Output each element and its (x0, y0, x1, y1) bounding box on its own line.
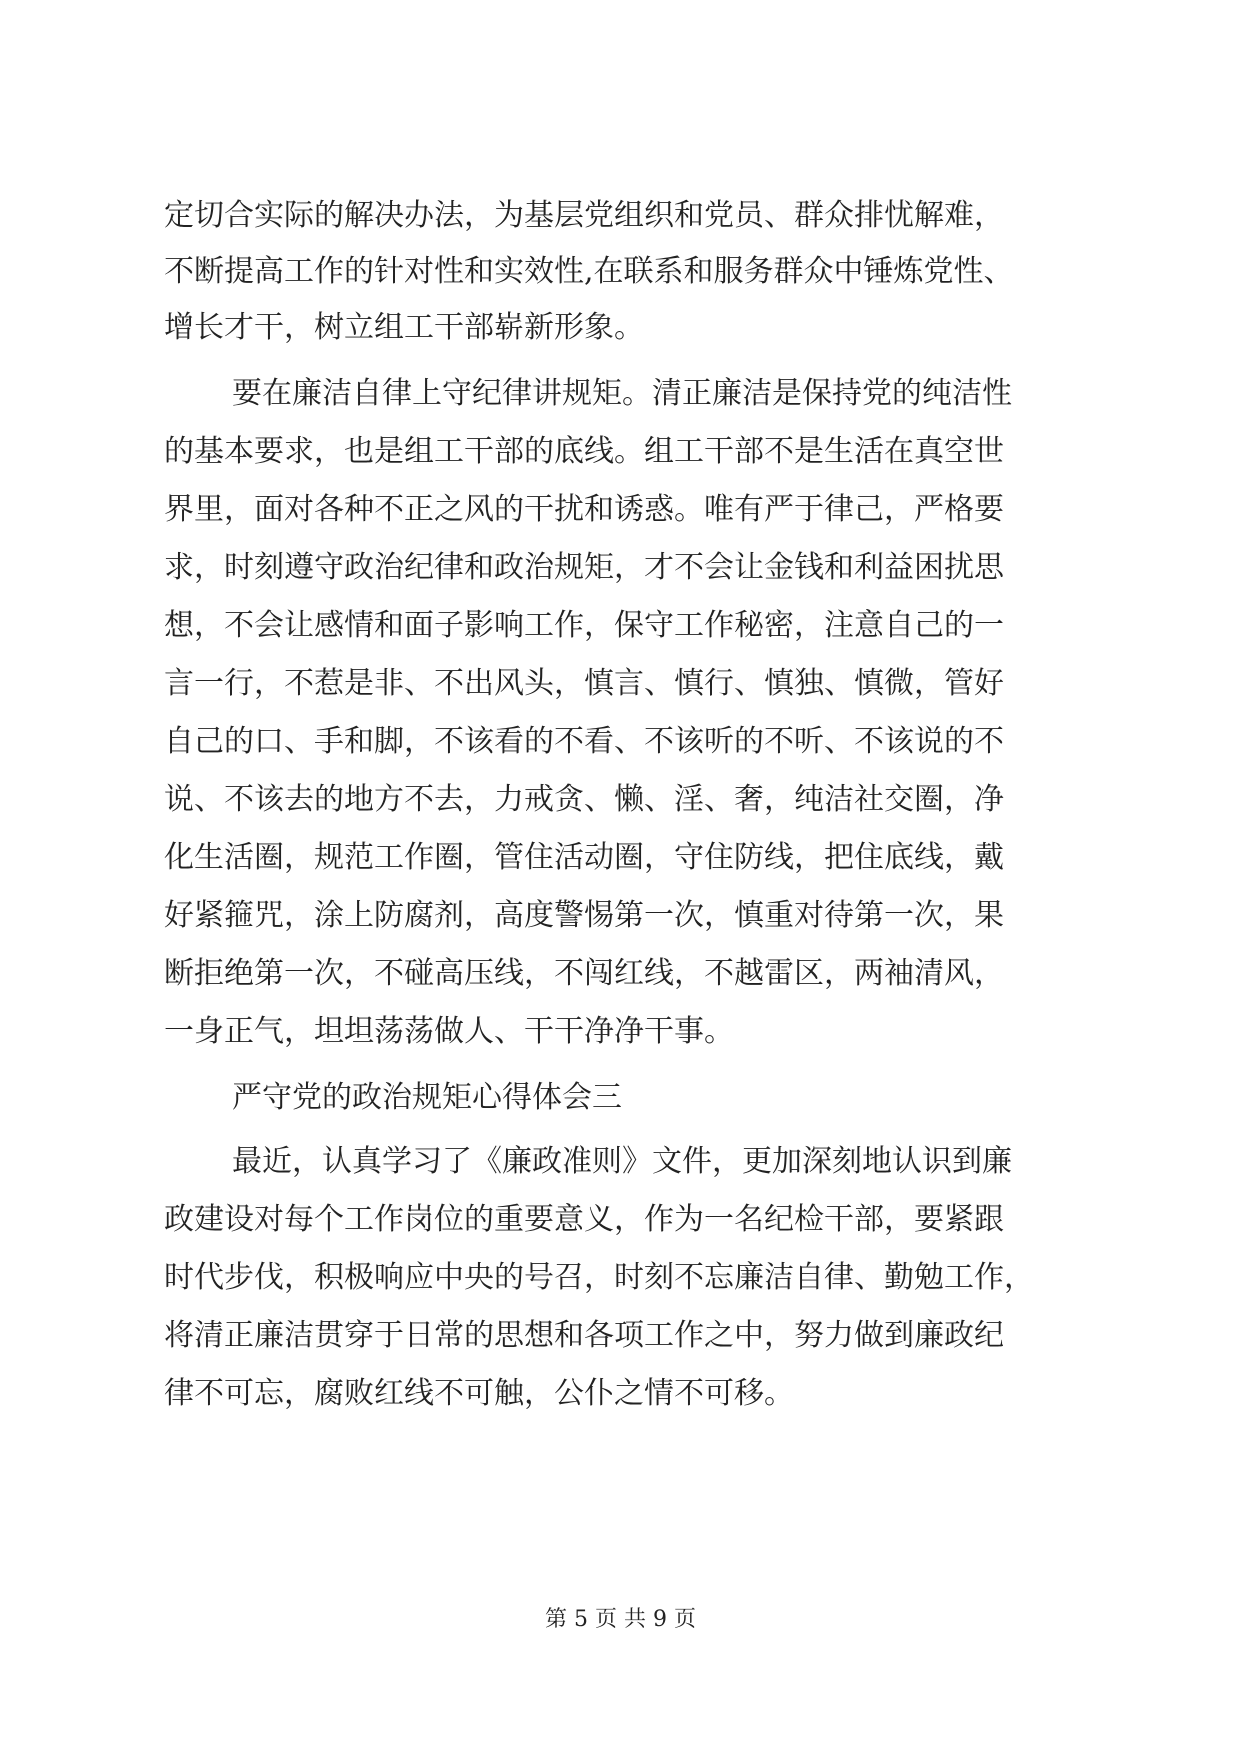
text-line: 增长才干，树立组工干部崭新形象。 (164, 310, 644, 345)
text-line: 求，时刻遵守政治纪律和政治规矩，才不会让金钱和利益困扰思 (164, 550, 1004, 585)
text-line: 化生活圈，规范工作圈，管住活动圈，守住防线，把住底线，戴 (164, 840, 1004, 875)
text-line: 律不可忘，腐败红线不可触，公仆之情不可移。 (164, 1376, 794, 1411)
text-line: 想，不会让感情和面子影响工作，保守工作秘密，注意自己的一 (164, 608, 1004, 643)
text-line: 不断提高工作的针对性和实效性,在联系和服务群众中锤炼党性、 (164, 254, 1014, 289)
text-line: 言一行，不惹是非、不出风头，慎言、慎行、慎独、慎微，管好 (164, 666, 1004, 701)
text-line: 最近，认真学习了《廉政准则》文件，更加深刻地认识到廉 (232, 1144, 1012, 1179)
text-line: 将清正廉洁贯穿于日常的思想和各项工作之中，努力做到廉政纪 (164, 1318, 1004, 1353)
text-line: 一身正气，坦坦荡荡做人、干干净净干事。 (164, 1014, 734, 1049)
text-line: 政建设对每个工作岗位的重要意义，作为一名纪检干部，要紧跟 (164, 1202, 1004, 1237)
page-number-footer: 第 5 页 共 9 页 (545, 1607, 696, 1632)
text-line: 自己的口、手和脚，不该看的不看、不该听的不听、不该说的不 (164, 724, 1004, 759)
text-line: 断拒绝第一次，不碰高压线，不闯红线，不越雷区，两袖清风， (164, 956, 1004, 991)
text-line: 的基本要求，也是组工干部的底线。组工干部不是生活在真空世 (164, 434, 1004, 469)
text-line: 好紧箍咒，涂上防腐剂，高度警惕第一次，慎重对待第一次，果 (164, 898, 1004, 933)
section-heading: 严守党的政治规矩心得体会三 (232, 1080, 622, 1115)
text-line: 界里，面对各种不正之风的干扰和诱惑。唯有严于律己，严格要 (164, 492, 1004, 527)
text-line: 时代步伐，积极响应中央的号召，时刻不忘廉洁自律、勤勉工作， (164, 1260, 1034, 1295)
text-line: 要在廉洁自律上守纪律讲规矩。清正廉洁是保持党的纯洁性 (232, 376, 1012, 411)
text-line: 定切合实际的解决办法，为基层党组织和党员、群众排忧解难， (164, 198, 1004, 233)
text-line: 说、不该去的地方不去，力戒贪、懒、淫、奢，纯洁社交圈，净 (164, 782, 1004, 817)
